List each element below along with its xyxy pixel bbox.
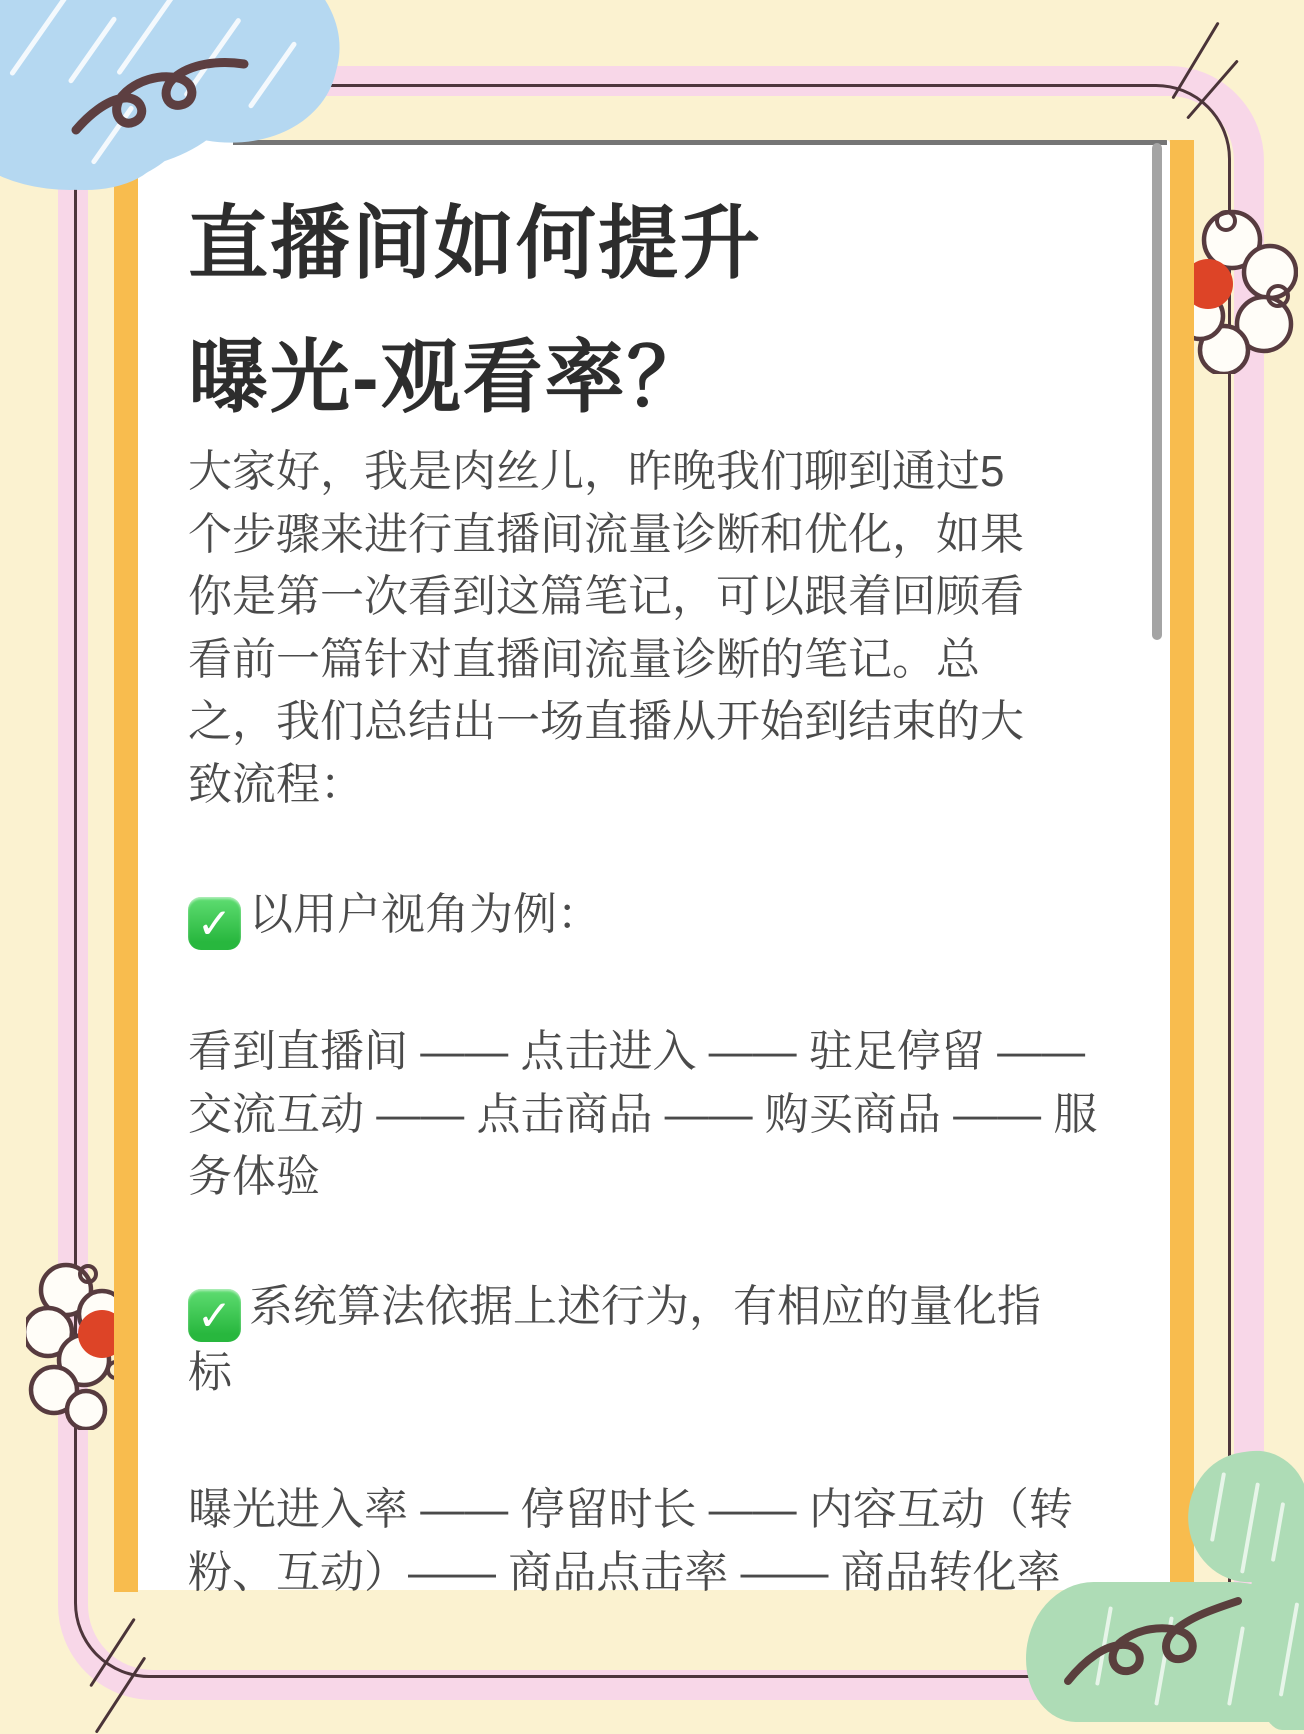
title-line: 直播间如何提升 xyxy=(188,199,762,288)
flow-line: 曝光进入率 —— 停留时长 —— 内容互动（转 xyxy=(188,1485,1073,1534)
section-user-view xyxy=(188,884,601,950)
intro-line: 大家好，我是肉丝儿，昨晚我们聊到通过5 xyxy=(188,447,1005,496)
orange-ribbon-right xyxy=(1170,140,1194,1600)
flow-line: 交流互动 —— 点击商品 —— 购买商品 —— 服 xyxy=(188,1089,1098,1139)
intro-line: 看前一篇针对直播间流量诊断的笔记。总 xyxy=(188,634,980,684)
intro-paragraph xyxy=(188,441,1024,816)
orange-ribbon-left xyxy=(114,140,138,1592)
flow-line: 务体验 xyxy=(188,1152,320,1201)
squiggle-icon-top-left xyxy=(62,42,262,142)
section-label: 系统算法依据上述行为，有相应的量化指 xyxy=(249,1282,1041,1331)
metrics-flow-paragraph xyxy=(188,1479,1073,1604)
intro-line: 个步骤来进行直播间流量诊断和优化，如果 xyxy=(188,509,1024,559)
section-label: 以用户视角为例： xyxy=(249,890,601,939)
section-algorithm xyxy=(188,1276,1041,1405)
squiggle-icon-bottom-right xyxy=(1040,1585,1260,1695)
check-icon: ✓ xyxy=(188,897,241,950)
flow-line: 粉、互动）—— 商品点击率 —— 商品转化率 xyxy=(188,1547,1061,1597)
intro-line: 你是第一次看到这篇笔记，可以跟着回顾看 xyxy=(188,572,1024,621)
check-icon: ✓ xyxy=(188,1289,241,1342)
intro-line: 致流程： xyxy=(188,759,364,809)
section-line: 标 xyxy=(188,1348,232,1397)
intro-line: 之，我们总结出一场直播从开始到结束的大 xyxy=(188,697,1024,746)
user-flow-paragraph xyxy=(188,1021,1097,1209)
white-flower-right-icon xyxy=(1180,206,1298,374)
flow-line: 看到直播间 —— 点击进入 —— 驻足停留 —— xyxy=(188,1027,1086,1076)
title-line: 曝光-观看率？ xyxy=(188,333,709,422)
white-flower-left-icon xyxy=(26,1262,126,1430)
scrollbar-thumb[interactable] xyxy=(1152,143,1162,640)
